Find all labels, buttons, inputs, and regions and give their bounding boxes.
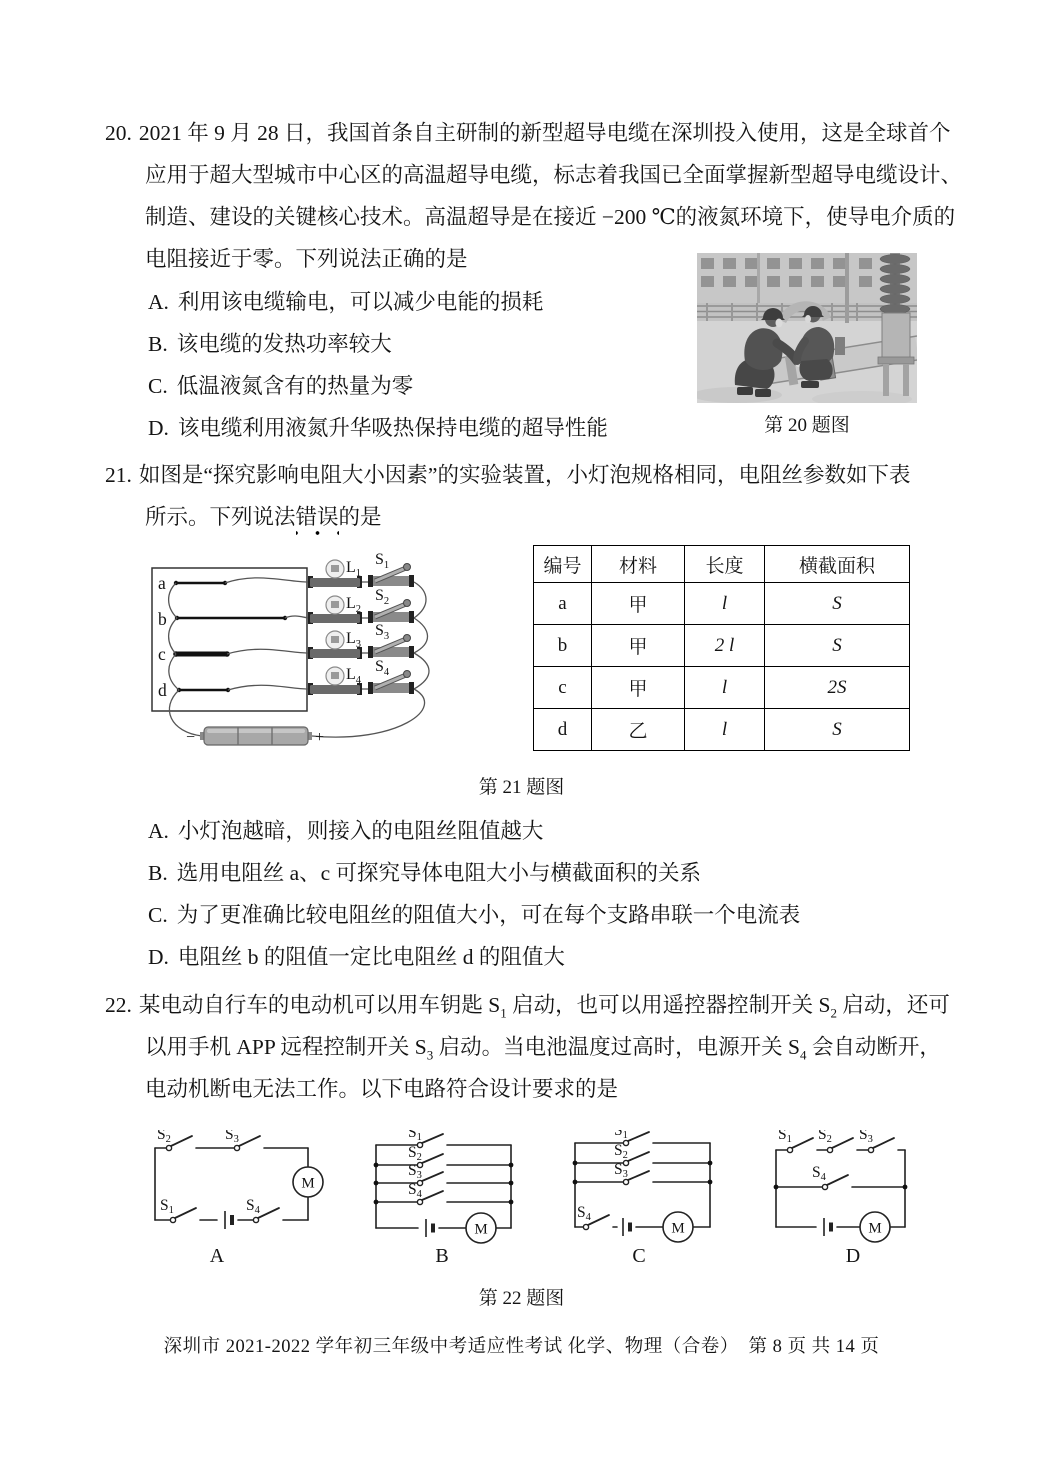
svg-text:M: M (868, 1220, 882, 1237)
question-20-figure (697, 253, 917, 437)
page-footer: 深圳市 2021-2022 学年初三年级中考适应性考试 化学、物理（合卷） 第 8 页 共 14 页 (163, 1337, 880, 1357)
gauge-box (835, 337, 845, 355)
switch-label: S2 (614, 1142, 628, 1161)
wire-a-label: a (158, 573, 166, 593)
lamp-4-label: $L_4$ (346, 666, 362, 686)
q20-option-a-label: A. (148, 290, 169, 314)
svg-text:M: M (474, 1221, 488, 1238)
cell-cross-section: S (765, 625, 910, 667)
switch-label: S4 (408, 1181, 422, 1200)
table-row (534, 583, 910, 625)
battery-symbol (426, 1219, 433, 1237)
q21-number: 21. (105, 463, 132, 487)
switch-label: S1 (408, 1130, 422, 1143)
battery-plus-sign: + (315, 729, 325, 746)
switch-4-label: $S_4$ (375, 658, 390, 678)
q20-option-d-text: 该电缆利用液氮升华吸热保持电缆的超导性能 (177, 416, 608, 440)
q22-line-1-text: 某电动自行车的电动机可以用车钥匙 $S_1$ 启动，也可以用遥控器控制开关 $S_2$ 启动，还可 (138, 993, 950, 1021)
circuit-diagram-b (368, 1130, 528, 1275)
battery-pack-icon (200, 727, 312, 745)
q20-number: 20. (105, 121, 132, 145)
q21-figure-caption: 第 21 题图 (478, 777, 565, 798)
switch-label: S3 (859, 1130, 873, 1145)
cell-cross-section: 2S (765, 667, 910, 709)
col-header-length: 长度 (685, 546, 765, 583)
switch-symbol (170, 1208, 196, 1223)
col-header-cross-section: 横截面积 (765, 546, 910, 583)
question-21-stem (105, 454, 965, 538)
battery-symbol (623, 1218, 630, 1236)
cell-id: a (534, 583, 592, 625)
motor-symbol (466, 1213, 496, 1243)
cell-length: l (685, 583, 765, 625)
q21-option-c (148, 894, 968, 936)
table-row (534, 709, 910, 751)
q21-line-2-pre: 所示。下列说法 (145, 505, 296, 529)
resistance-wires (176, 583, 285, 690)
pole (845, 253, 849, 323)
cell-cross-section: S (765, 709, 910, 751)
svg-text:M: M (671, 1220, 685, 1237)
lamp-switch-rows (308, 551, 414, 695)
svg-text:M: M (301, 1175, 315, 1192)
q20-option-c-label: C. (148, 374, 168, 398)
circuit-letter: B (435, 1245, 449, 1267)
battery-symbol (824, 1218, 831, 1236)
q21-option-d-label: D. (148, 945, 169, 969)
q20-option-b-text: 该电缆的发热功率较大 (176, 332, 392, 356)
switch-label: S3 (225, 1130, 239, 1145)
q21-line-2-emphasis: 错误 (296, 505, 339, 536)
q21-option-b (148, 852, 968, 894)
q20-option-b-label: B. (148, 332, 168, 356)
switch-label: S1 (778, 1130, 792, 1145)
motor-symbol (860, 1212, 890, 1242)
switch-label: S2 (408, 1144, 422, 1163)
cell-cross-section: S (765, 583, 910, 625)
wire-d-label: d (158, 680, 167, 700)
circuit-letter: D (845, 1245, 861, 1267)
circuit-diagram-a (143, 1130, 328, 1275)
q20-line-2: 应用于超大型城市中心区的高温超导电缆，标志着我国已全面掌握新型超导电缆设计、 (145, 163, 963, 187)
cell-length: l (685, 667, 765, 709)
question-21-options (148, 810, 968, 978)
q21-option-c-label: C. (148, 903, 168, 927)
q20-line-1 (105, 112, 965, 154)
cell-id: c (534, 667, 592, 709)
switch-label: S4 (812, 1164, 826, 1183)
table-row (534, 667, 910, 709)
workers-pipeline-photo (697, 253, 917, 403)
cell-material: 甲 (592, 625, 685, 667)
wire-b-label: b (158, 609, 167, 629)
switch-symbol (822, 1175, 848, 1190)
lamp-2-label: $L_2$ (346, 595, 362, 615)
cell-id: b (534, 625, 592, 667)
q20-option-c-text: 低温液氮含有的热量为零 (176, 374, 414, 398)
q21-option-d (148, 936, 968, 978)
motor-symbol (663, 1212, 693, 1242)
cell-material: 甲 (592, 583, 685, 625)
cell-length: 2 l (685, 625, 765, 667)
resistance-wire-table (533, 545, 910, 751)
circuit-diagram-c (565, 1130, 725, 1275)
q21-option-d-text: 电阻丝 b 的阻值一定比电阻丝 d 的阻值大 (177, 945, 565, 969)
cell-length: l (685, 709, 765, 751)
q22-line-1 (105, 984, 965, 1026)
q21-option-b-label: B. (148, 861, 168, 885)
q20-figure-caption: 第 20 题图 (764, 415, 850, 436)
q20-option-a-text: 利用该电缆输电，可以减少电能的损耗 (177, 290, 544, 314)
q22-line-2: 以用手机 APP 远程控制开关 $S_3$ 启动。当电池温度过高时，电源开关 $S_4$ 会自动断开， (145, 1035, 941, 1063)
switch-label: S3 (614, 1161, 628, 1180)
battery-symbol (225, 1211, 232, 1229)
switch-label: S1 (160, 1197, 174, 1216)
col-header-material: 材料 (592, 546, 685, 583)
q20-option-d-label: D. (148, 416, 169, 440)
col-header-id: 编号 (534, 546, 592, 583)
cell-material: 乙 (592, 709, 685, 751)
switch-label: S2 (157, 1130, 171, 1145)
switch-label: S2 (818, 1130, 832, 1145)
q21-line-2 (105, 496, 965, 538)
q21-option-a (148, 810, 968, 852)
q21-option-a-text: 小灯泡越暗，则接入的电阻丝阻值越大 (177, 819, 544, 843)
table-header-row (534, 546, 910, 583)
question-22-stem (105, 984, 965, 1110)
battery-minus-sign: − (186, 729, 196, 746)
resistance-experiment-diagram (146, 550, 468, 762)
q22-number: 22. (105, 993, 132, 1017)
circuit-diagram-d (768, 1130, 928, 1275)
connecting-wires (169, 578, 429, 737)
switch-2-label: $S_2$ (375, 587, 390, 607)
q20-line-1-text: 2021 年 9 月 28 日，我国首条自主研制的新型超导电缆在深圳投入使用，这是全球首个 (138, 121, 951, 145)
motor-symbol (293, 1167, 323, 1197)
cell-material: 甲 (592, 667, 685, 709)
q21-line-1-text: 如图是“探究影响电阻大小因素”的实验装置，小灯泡规格相同，电阻丝参数如下表 (138, 463, 911, 487)
table-row (534, 625, 910, 667)
switch-label: S3 (408, 1162, 422, 1181)
circuit-letter: C (632, 1245, 646, 1267)
q21-option-b-text: 选用电阻丝 a、c 可探究导体电阻大小与横截面积的关系 (176, 861, 702, 885)
junction-dots (573, 1161, 713, 1185)
switch-3-label: $S_3$ (375, 622, 390, 642)
q21-line-1 (105, 454, 965, 496)
q20-line-4: 电阻接近于零。下列说法正确的是 (145, 247, 468, 271)
lamp-3-label: $L_3$ (346, 630, 362, 650)
cell-id: d (534, 709, 592, 751)
q21-option-c-text: 为了更准确比较电阻丝的阻值大小，可在每个支路串联一个电流表 (176, 903, 801, 927)
lamp-1-label: $L_1$ (346, 559, 362, 579)
q22-line-3: 电动机断电无法工作。以下电路符合设计要求的是 (145, 1077, 619, 1101)
q22-figure-caption: 第 22 题图 (478, 1288, 565, 1309)
switch-label: S1 (614, 1130, 628, 1141)
wire-c-label: c (158, 644, 166, 664)
switch-label: S4 (246, 1197, 260, 1216)
circuit-letter: A (209, 1245, 225, 1267)
q21-line-2-post: 的是 (338, 505, 382, 529)
switch-label: S4 (577, 1204, 591, 1223)
q20-line-3: 制造、建设的关键核心技术。高温超导是在接近 −200 ℃的液氮环境下，使导电介质的 (145, 205, 956, 229)
switch-1-label: $S_1$ (375, 551, 390, 571)
q21-apparatus-figure (146, 550, 468, 767)
q21-option-a-label: A. (148, 819, 169, 843)
